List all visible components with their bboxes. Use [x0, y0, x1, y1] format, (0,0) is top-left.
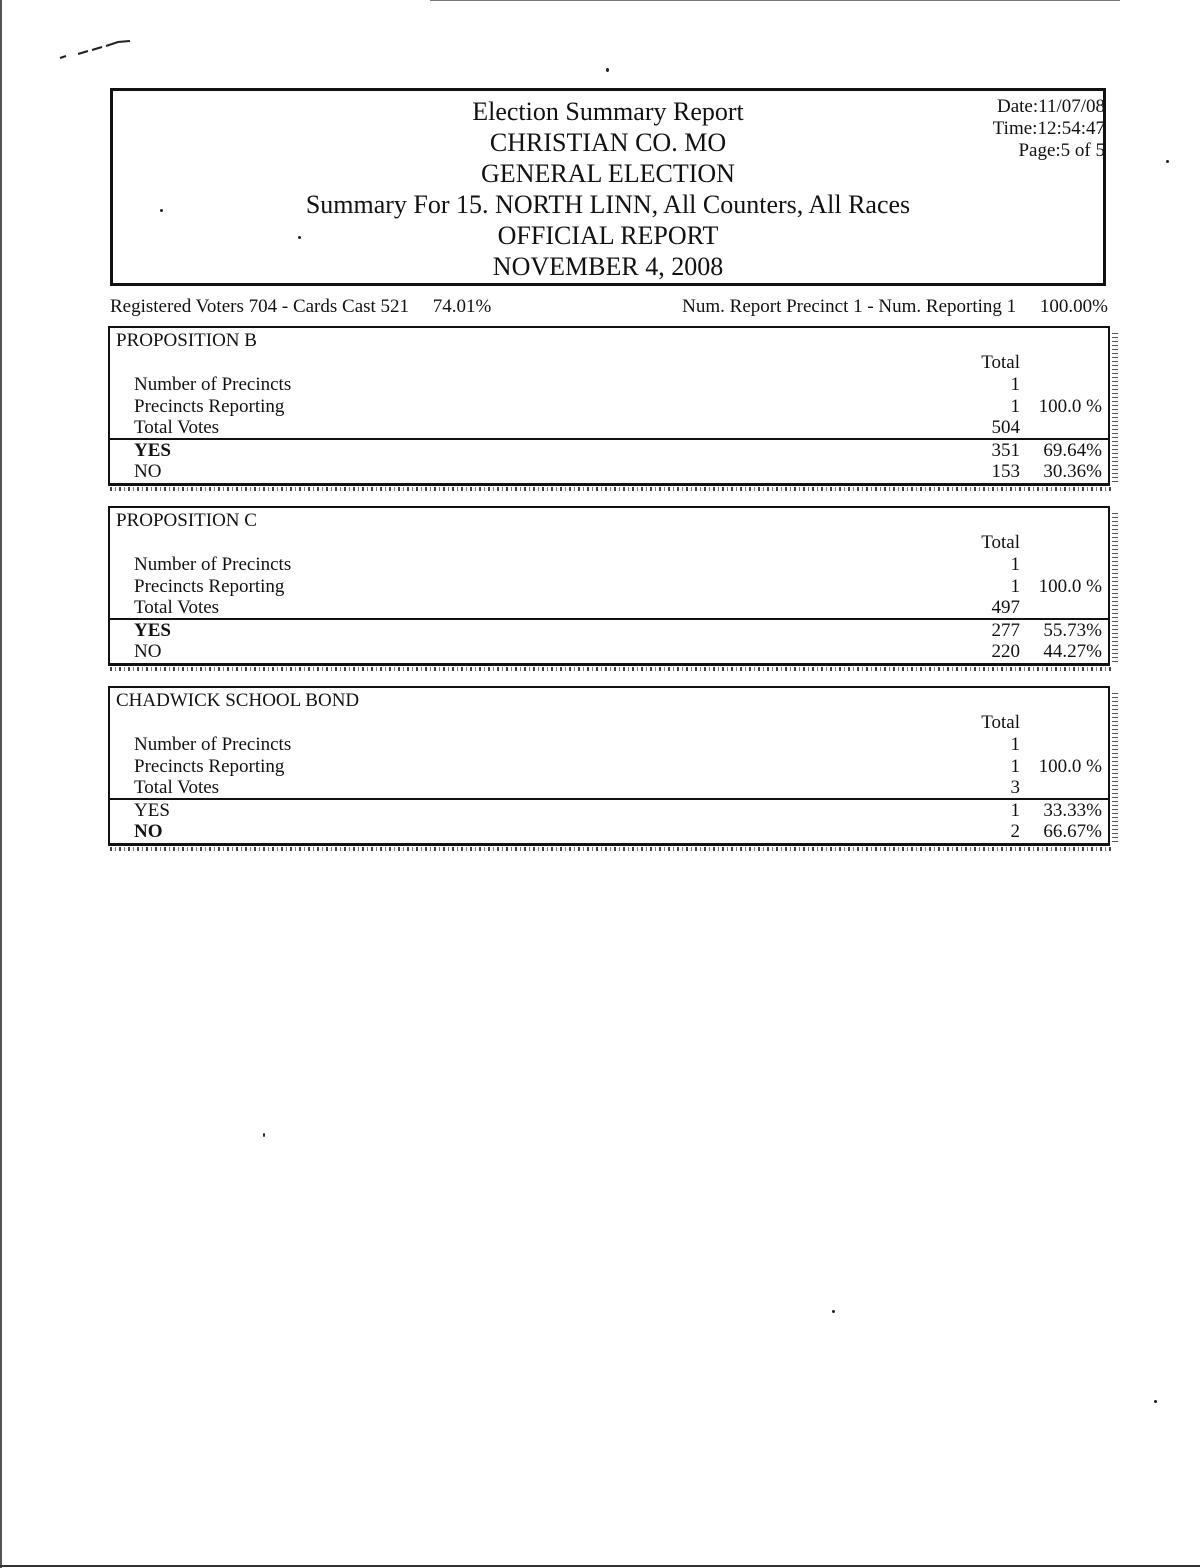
scan-noise	[110, 487, 1114, 491]
race-proposition-c	[108, 506, 1110, 666]
no-row	[134, 821, 1102, 843]
scan-noise	[1112, 512, 1118, 662]
summary-for: Summary For 15. NORTH LINN, All Counters, All Races	[305, 190, 911, 219]
row-percent: 44.27%	[1043, 641, 1102, 662]
row-value: 1	[1010, 396, 1020, 417]
row-value: 1	[1010, 374, 1020, 395]
row-value: 351	[991, 440, 1020, 461]
row-value: 1	[1010, 756, 1020, 777]
precinct-reporting-summary: Num. Report Precinct 1 - Num. Reporting 1 100.00%	[682, 296, 1108, 317]
row-value: 3	[1010, 777, 1020, 798]
scan-mark	[56, 36, 140, 66]
scan-edge-left	[0, 0, 2, 1568]
total-votes-row	[134, 597, 1102, 619]
report-date: Date:11/07/08	[997, 96, 1105, 117]
precincts-reporting-row	[134, 396, 1102, 418]
row-percent: 33.33%	[1043, 800, 1102, 821]
number-of-precincts-row	[134, 734, 1102, 756]
race-title: PROPOSITION C	[116, 510, 257, 531]
row-value: 2	[1010, 821, 1020, 842]
total-column-header: Total	[981, 712, 1020, 733]
row-value: 1	[1010, 576, 1020, 597]
no-row	[134, 641, 1102, 663]
row-percent: 66.67%	[1043, 821, 1102, 842]
scan-noise	[110, 667, 1114, 671]
race-chadwick-school-bond	[108, 686, 1110, 846]
registered-voters-summary: Registered Voters 704 - Cards Cast 521 74.01%	[110, 296, 492, 317]
precincts-reporting-row	[134, 576, 1102, 598]
row-value: 220	[991, 641, 1020, 662]
race-title: PROPOSITION B	[116, 330, 257, 351]
county-name: CHRISTIAN CO. MO	[489, 128, 727, 157]
no-row	[134, 461, 1102, 483]
scan-edge-bottom	[0, 1565, 1200, 1567]
election-date: NOVEMBER 4, 2008	[492, 252, 724, 281]
row-label: YES	[134, 800, 170, 821]
total-column-header: Total	[981, 532, 1020, 553]
row-label: NO	[134, 821, 163, 842]
election-name: GENERAL ELECTION	[481, 159, 735, 188]
scan-edge-top	[430, 0, 1120, 1]
row-label: Precincts Reporting	[134, 396, 285, 417]
row-label: NO	[134, 461, 162, 482]
row-label: Number of Precincts	[134, 734, 292, 755]
row-value: 153	[991, 461, 1020, 482]
row-percent: 30.36%	[1043, 461, 1102, 482]
row-percent: 69.64%	[1043, 440, 1102, 461]
yes-row	[134, 620, 1102, 642]
row-label: Number of Precincts	[134, 554, 292, 575]
yes-row	[134, 800, 1102, 822]
scan-noise	[1112, 692, 1118, 842]
row-percent: 100.0 %	[1038, 396, 1102, 417]
report-type: OFFICIAL REPORT	[497, 221, 719, 250]
total-votes-row	[134, 777, 1102, 799]
row-value: 277	[991, 620, 1020, 641]
row-percent: 100.0 %	[1038, 576, 1102, 597]
yes-row	[134, 440, 1102, 462]
race-title: CHADWICK SCHOOL BOND	[116, 690, 360, 711]
precincts-reporting-row	[134, 756, 1102, 778]
row-label: YES	[134, 620, 171, 641]
scan-noise	[110, 847, 1114, 851]
row-label: Number of Precincts	[134, 374, 292, 395]
row-value: 1	[1010, 800, 1020, 821]
total-votes-row	[134, 417, 1102, 439]
row-label: Total Votes	[134, 597, 220, 618]
row-percent: 100.0 %	[1038, 756, 1102, 777]
scan-speck	[1166, 160, 1169, 163]
total-column-header: Total	[981, 352, 1020, 373]
report-page: Page:5 of 5	[1018, 140, 1105, 161]
row-label: Precincts Reporting	[134, 756, 285, 777]
report-meta	[993, 96, 1105, 162]
number-of-precincts-row	[134, 374, 1102, 396]
row-label: Total Votes	[134, 777, 220, 798]
report-header	[110, 88, 1106, 286]
scan-speck	[1154, 1400, 1157, 1403]
scan-speck	[832, 1310, 835, 1313]
row-label: Total Votes	[134, 417, 220, 438]
row-value: 504	[991, 417, 1020, 438]
scan-speck	[606, 68, 609, 72]
row-label: YES	[134, 440, 171, 461]
row-label: NO	[134, 641, 162, 662]
scan-speck	[263, 1133, 265, 1137]
scan-noise	[1112, 332, 1118, 482]
row-value: 1	[1010, 734, 1020, 755]
race-proposition-b	[108, 326, 1110, 486]
row-value: 497	[991, 597, 1020, 618]
row-label: Precincts Reporting	[134, 576, 285, 597]
row-value: 1	[1010, 554, 1020, 575]
row-percent: 55.73%	[1043, 620, 1102, 641]
number-of-precincts-row	[134, 554, 1102, 576]
report-title: Election Summary Report	[472, 97, 744, 126]
report-time: Time:12:54:47	[992, 118, 1105, 139]
